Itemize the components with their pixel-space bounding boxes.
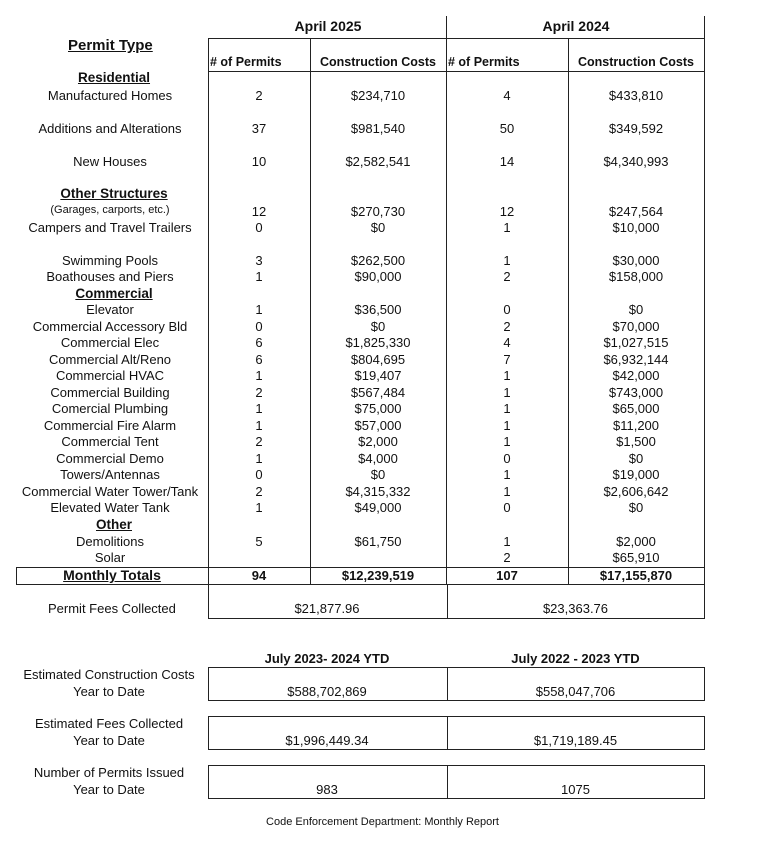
row-b-permits: 1 — [503, 418, 511, 433]
row-b-permits: 1 — [503, 401, 511, 416]
row-label: Demolitions — [76, 534, 144, 549]
col-costs-b: Construction Costs — [578, 55, 694, 69]
row-label: Boathouses and Piers — [46, 269, 174, 284]
row-b-costs: $10,000 — [612, 220, 660, 235]
row-a-costs: $0 — [370, 319, 386, 334]
report-footer: Code Enforcement Department: Monthly Report — [266, 816, 499, 828]
row-b-costs: $42,000 — [612, 368, 660, 383]
section-heading: Commercial — [75, 286, 153, 301]
row-a-costs: $0 — [370, 467, 386, 482]
section-heading: Residential — [77, 70, 151, 85]
ytd-permits-label-1: Number of Permits Issued — [33, 765, 185, 780]
permit-fees-label: Permit Fees Collected — [48, 601, 176, 616]
permit-fees-a: $21,877.96 — [294, 601, 360, 616]
row-b-costs: $4,340,993 — [603, 154, 669, 169]
row-a-permits: 37 — [251, 121, 267, 136]
row-b-permits: 0 — [503, 500, 511, 515]
row-a-costs: $0 — [370, 220, 386, 235]
ytd-costs-a: $588,702,869 — [287, 684, 367, 699]
row-b-permits: 12 — [499, 204, 515, 219]
row-label: Additions and Alterations — [38, 121, 182, 136]
row-b-permits: 1 — [503, 467, 511, 482]
row-b-costs: $349,592 — [608, 121, 664, 136]
row-b-costs: $0 — [628, 451, 644, 466]
row-a-costs: $262,500 — [350, 253, 406, 268]
row-label: Campers and Travel Trailers — [28, 220, 192, 235]
ytd-permits-b: 1075 — [561, 782, 590, 797]
row-label: Elevated Water Tank — [50, 500, 170, 515]
row-b-permits: 50 — [499, 121, 515, 136]
row-b-permits: 1 — [503, 253, 511, 268]
row-a-permits: 1 — [255, 451, 263, 466]
row-a-costs: $270,730 — [350, 204, 406, 219]
row-b-costs: $433,810 — [608, 88, 664, 103]
row-b-costs: $247,564 — [608, 204, 664, 219]
period-a-header: April 2025 — [294, 18, 362, 34]
row-label: Commercial Building — [50, 385, 170, 400]
row-a-permits: 1 — [255, 418, 263, 433]
row-a-costs: $90,000 — [354, 269, 402, 284]
totals-b-permits: 107 — [496, 568, 518, 583]
col-permits-b: # of Permits — [448, 55, 520, 69]
row-b-costs: $2,606,642 — [603, 484, 669, 499]
ytd-costs-b: $558,047,706 — [535, 684, 616, 699]
row-b-permits: 2 — [503, 319, 511, 334]
ytd-permits-a: 983 — [316, 782, 338, 797]
row-a-permits: 0 — [255, 220, 263, 235]
row-label: Commercial Tent — [61, 434, 159, 449]
header-top-rule — [208, 38, 705, 39]
row-a-permits: 3 — [255, 253, 263, 268]
row-a-costs: $36,500 — [354, 302, 402, 317]
row-a-permits: 1 — [255, 401, 263, 416]
row-a-permits: 6 — [255, 352, 263, 367]
row-a-costs: $4,315,332 — [345, 484, 411, 499]
row-b-permits: 1 — [503, 385, 511, 400]
ytd-fees-label-1: Estimated Fees Collected — [34, 716, 184, 731]
totals-label: Monthly Totals — [63, 567, 161, 583]
row-a-permits: 1 — [255, 269, 263, 284]
row-label: Comercial Plumbing — [51, 401, 169, 416]
row-a-costs: $4,000 — [358, 451, 398, 466]
row-label: (Garages, carports, etc.) — [50, 204, 170, 216]
row-a-costs: $19,407 — [354, 368, 402, 383]
row-b-permits: 4 — [503, 335, 511, 350]
row-b-costs: $2,000 — [616, 534, 656, 549]
totals-b-costs: $17,155,870 — [599, 568, 673, 583]
row-a-costs: $567,484 — [350, 385, 406, 400]
row-label: Commercial Accessory Bld — [32, 319, 188, 334]
row-label: Solar — [94, 550, 126, 565]
section-heading: Other Structures — [60, 186, 168, 201]
row-b-permits: 1 — [503, 368, 511, 383]
row-b-permits: 2 — [503, 269, 511, 284]
row-a-costs: $804,695 — [350, 352, 406, 367]
row-b-permits: 14 — [499, 154, 515, 169]
row-b-permits: 1 — [503, 534, 511, 549]
row-a-costs: $75,000 — [354, 401, 402, 416]
row-label: Commercial Alt/Reno — [48, 352, 172, 367]
row-b-permits: 1 — [503, 484, 511, 499]
row-a-permits: 5 — [255, 534, 263, 549]
row-b-costs: $0 — [628, 302, 644, 317]
row-b-costs: $1,500 — [616, 434, 656, 449]
row-a-permits: 1 — [255, 500, 263, 515]
row-a-costs: $981,540 — [350, 121, 406, 136]
row-a-permits: 6 — [255, 335, 263, 350]
row-a-permits: 2 — [255, 434, 263, 449]
row-b-costs: $65,000 — [612, 401, 660, 416]
row-a-costs: $61,750 — [354, 534, 402, 549]
ytd-period-b: July 2022 - 2023 YTD — [511, 651, 640, 666]
row-a-permits: 10 — [251, 154, 267, 169]
row-a-costs: $234,710 — [350, 88, 406, 103]
row-label: Commercial Demo — [56, 451, 164, 466]
row-a-costs: $2,000 — [358, 434, 398, 449]
row-b-permits: 4 — [503, 88, 511, 103]
row-b-costs: $1,027,515 — [603, 335, 669, 350]
row-b-costs: $158,000 — [608, 269, 664, 284]
row-a-permits: 1 — [255, 368, 263, 383]
row-b-costs: $0 — [628, 500, 644, 515]
ytd-costs-label-2: Year to Date — [73, 684, 145, 699]
row-label: Towers/Antennas — [60, 467, 160, 482]
row-b-costs: $11,200 — [612, 418, 660, 433]
permit-fees-b: $23,363.76 — [542, 601, 609, 616]
row-a-costs: $1,825,330 — [345, 335, 411, 350]
row-b-permits: 0 — [503, 451, 511, 466]
row-label: Commercial Elec — [60, 335, 160, 350]
row-a-permits: 1 — [255, 302, 263, 317]
row-a-permits: 0 — [255, 467, 263, 482]
row-b-costs: $70,000 — [612, 319, 660, 334]
permit-type-title: Permit Type — [68, 37, 153, 54]
ytd-fees-b: $1,719,189.45 — [533, 733, 618, 748]
row-a-permits: 0 — [255, 319, 263, 334]
ytd-permits-label-2: Year to Date — [73, 782, 145, 797]
row-label: Commercial HVAC — [55, 368, 165, 383]
row-label: Commercial Water Tower/Tank — [21, 484, 199, 499]
row-label: Manufactured Homes — [47, 88, 173, 103]
section-heading: Other — [95, 517, 132, 532]
row-a-permits: 2 — [255, 385, 263, 400]
col-permits-a: # of Permits — [210, 55, 282, 69]
row-a-permits: 12 — [251, 204, 267, 219]
row-b-permits: 2 — [503, 550, 511, 565]
totals-a-permits: 94 — [251, 568, 267, 583]
row-b-costs: $30,000 — [612, 253, 660, 268]
ytd-period-a: July 2023- 2024 YTD — [264, 651, 390, 666]
row-label: Swimming Pools — [61, 253, 159, 268]
row-label: Commercial Fire Alarm — [43, 418, 177, 433]
ytd-fees-a: $1,996,449.34 — [285, 733, 369, 748]
divider-right — [704, 16, 705, 584]
ytd-fees-label-2: Year to Date — [73, 733, 145, 748]
row-a-permits: 2 — [255, 484, 263, 499]
row-b-permits: 1 — [503, 434, 511, 449]
row-a-costs: $2,582,541 — [345, 154, 411, 169]
row-label: Elevator — [86, 302, 134, 317]
col-costs-a: Construction Costs — [320, 55, 436, 69]
row-b-costs: $65,910 — [612, 550, 660, 565]
row-b-costs: $19,000 — [612, 467, 660, 482]
row-a-costs: $57,000 — [354, 418, 402, 433]
totals-a-costs: $12,239,519 — [341, 568, 415, 583]
ytd-costs-label-1: Estimated Construction Costs — [23, 667, 195, 682]
row-b-permits: 0 — [503, 302, 511, 317]
row-b-costs: $6,932,144 — [603, 352, 669, 367]
row-label: New Houses — [73, 154, 147, 169]
row-a-permits: 2 — [255, 88, 263, 103]
period-b-header: April 2024 — [542, 18, 610, 34]
row-b-permits: 1 — [503, 220, 511, 235]
row-b-permits: 7 — [503, 352, 511, 367]
header-bottom-rule — [208, 71, 705, 72]
row-b-costs: $743,000 — [608, 385, 664, 400]
row-a-costs: $49,000 — [354, 500, 402, 515]
